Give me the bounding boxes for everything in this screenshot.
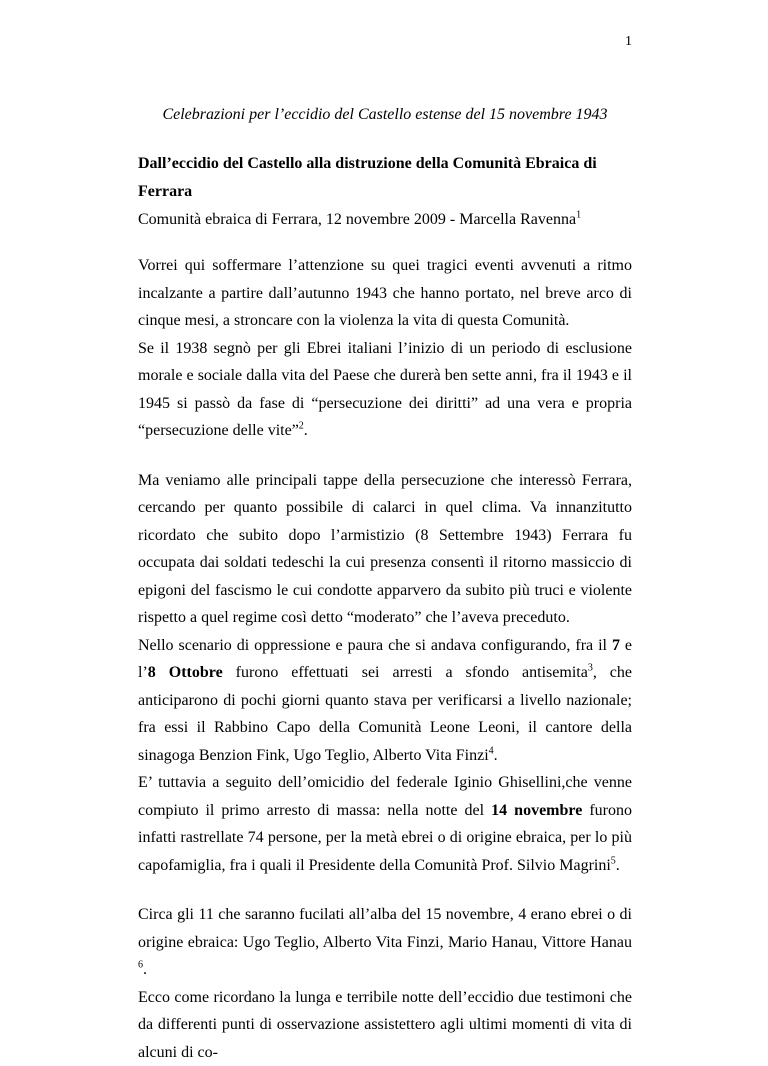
footnote-ref-3[interactable]: 3: [588, 663, 593, 674]
paragraph-gap: [138, 879, 632, 901]
paragraph-2-text: Se il 1938 segnò per gli Ebrei italiani l’inizio di un periodo di esclusione morale e sociale dalla vita del Paese che durerà ben sette anni, fra il 1943 e il 1945 si passò da fase di “persecuzione dei diritti” ad una vera e propria “persecuzione delle vite”: [138, 340, 632, 440]
celebration-heading: Celebrazioni per l’eccidio del Castello estense del 15 novembre 1943: [138, 104, 632, 150]
footnote-ref-4[interactable]: 4: [489, 745, 494, 756]
paragraph-5-c: furono infatti rastrellate 74 persone, per la metà ebrei o di origine ebraica, per lo più capofamiglia, fra i quali il Presidente della Comunità Prof. Silvio Magrini: [138, 802, 632, 874]
footnote-ref-2[interactable]: 2: [299, 421, 304, 432]
paragraph-1: Vorrei qui soffermare l’attenzione su quei tragici eventi avvenuti a ritmo incalzante a partire dall’autunno 1943 che hanno portato, nel breve arco di cinque mesi, a stroncare con la violenza la vita di questa Comunità.: [138, 252, 632, 335]
paragraph-6-end: .: [143, 961, 147, 978]
paragraph-6: [138, 901, 632, 984]
paragraph-4-c: e l’: [138, 637, 632, 682]
paragraph-4-d: furono effettuati sei arresti a sfondo antisemita: [223, 664, 588, 681]
paragraph-3: Ma veniamo alle principali tappe della persecuzione che interessò Ferrara, cercando per quanto possibile di calarci in quel clima. Va innanzitutto ricordato che subito dopo l’armistizio (8 Settembre 1943) Ferrara fu occupata dai soldati tedeschi la cui presenza consentì il ritorno massiccio di epigoni del fascismo le cui condotte apparvero da subito più truci e violente rispetto a quel regime così detto “moderato” che l’aveva preceduto.: [138, 467, 632, 632]
document-body: [138, 104, 632, 1066]
paragraph-gap: [138, 445, 632, 467]
date-8-ottobre: 8 Ottobre: [148, 664, 223, 681]
paragraph-7: Ecco come ricordano la lunga e terribile notte dell’eccidio due testimoni che da differenti punti di osservazione assistettero agli ultimi momenti di vita di alcuni di co-: [138, 984, 632, 1066]
article-subtitle: [138, 206, 632, 234]
paragraph-5-end: .: [616, 857, 620, 874]
page-number: 1: [625, 34, 632, 50]
date-7: 7: [612, 637, 620, 654]
paragraph-2-end: .: [304, 422, 308, 439]
article-title: Dall’eccidio del Castello alla distruzione della Comunità Ebraica di Ferrara: [138, 150, 632, 206]
paragraph-4: [138, 632, 632, 770]
paragraph-5-a: E’ tuttavia a seguito dell’omicidio del federale Iginio Ghisellini,che venne compiuto il primo arresto di massa: nella notte del: [138, 774, 632, 819]
paragraph-2: [138, 335, 632, 445]
footnote-ref-1[interactable]: 1: [576, 210, 581, 221]
subtitle-text: Comunità ebraica di Ferrara, 12 novembre 2009 - Marcella Ravenna: [138, 211, 576, 228]
footnote-ref-5[interactable]: 5: [611, 855, 616, 866]
paragraph-5: [138, 769, 632, 879]
paragraph-4-e: , che anticiparono di pochi giorni quanto stava per verificarsi a livello nazionale; fra essi il Rabbino Capo della Comunità Leone Leoni, il cantore della sinagoga Benzion Fink, Ugo Teglio, Alberto Vita Finzi: [138, 664, 632, 764]
paragraph-4-a: Nello scenario di oppressione e paura che si andava configurando, fra il: [138, 637, 612, 654]
paragraph-4-end: .: [494, 747, 498, 764]
paragraph-6-text: Circa gli 11 che saranno fucilati all’alba del 15 novembre, 4 erano ebrei o di origine ebraica: Ugo Teglio, Alberto Vita Finzi, Mario Hanau, Vittore Hanau: [138, 906, 632, 951]
footnote-ref-6[interactable]: 6: [138, 960, 143, 971]
date-14-novembre: 14 novembre: [491, 802, 582, 819]
